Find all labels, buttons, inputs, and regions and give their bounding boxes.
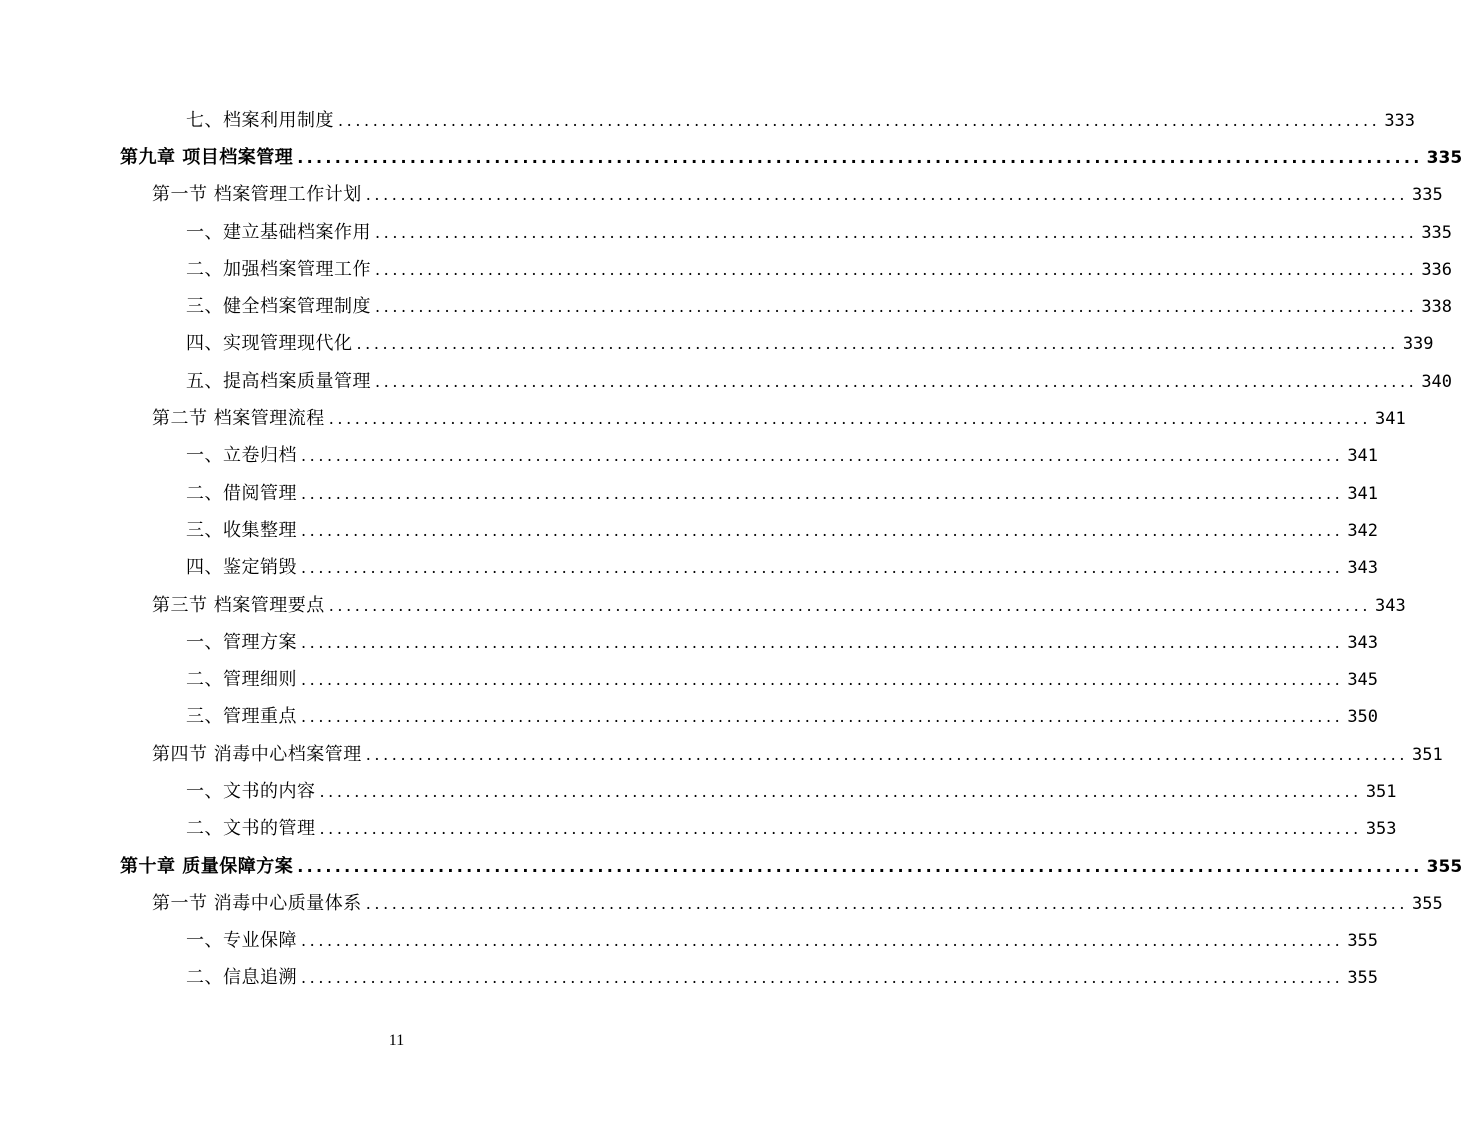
toc-entry-inner	[120, 143, 1462, 169]
toc-entry-title: 二、加强档案管理工作	[186, 258, 371, 280]
toc-leader-dots: ........................................................................................................................	[301, 670, 1344, 690]
toc-entry-inner	[152, 180, 1443, 206]
toc-entry-page: 351	[1365, 781, 1397, 802]
toc-entry-inner	[186, 218, 1453, 244]
toc-leader-dots: ........................................................................................................................	[375, 259, 1418, 279]
toc-entry-title: 第一节 档案管理工作计划	[152, 184, 362, 206]
toc-leader-dots: ........................................................................................................................	[297, 147, 1423, 167]
toc-entry-inner	[152, 740, 1443, 766]
toc-leader-dots: ........................................................................................................................	[328, 409, 1372, 429]
toc-entry-page: 345	[1347, 670, 1379, 691]
toc-entry-page: 335	[1421, 222, 1453, 243]
toc-entry-inner	[152, 404, 1406, 430]
toc-entry-title: 第九章 项目档案管理	[120, 146, 294, 168]
toc-leader-dots: ........................................................................................................................	[375, 371, 1418, 391]
toc-entry-section[interactable]	[0, 175, 1443, 212]
toc-entry-page: 335	[1426, 147, 1462, 168]
toc-leader-dots: ........................................................................................................................	[365, 744, 1409, 764]
toc-entry-title: 二、信息追溯	[186, 967, 297, 989]
toc-entry-inner	[186, 814, 1397, 840]
toc-entry-title: 二、文书的管理	[186, 818, 316, 840]
toc-leader-dots: ........................................................................................................................	[301, 558, 1344, 578]
toc-leader-dots: ........................................................................................................................	[301, 446, 1344, 466]
toc-leader-dots: ........................................................................................................................	[365, 893, 1409, 913]
toc-entry-page: 336	[1421, 259, 1453, 280]
toc-entry-item[interactable]	[0, 324, 1434, 361]
toc-entry-section[interactable]	[0, 398, 1406, 435]
toc-entry-page: 343	[1375, 595, 1406, 616]
toc-entry-item[interactable]	[0, 622, 1379, 659]
toc-entry-page: 355	[1412, 893, 1443, 914]
toc-leader-dots: ........................................................................................................................	[375, 222, 1418, 242]
toc-leader-dots: ........................................................................................................................	[319, 781, 1362, 801]
toc-leader-dots: ........................................................................................................................	[301, 483, 1344, 503]
toc-entry-item[interactable]	[0, 958, 1379, 995]
toc-entry-title: 二、管理细则	[186, 669, 297, 691]
toc-entry-inner	[186, 553, 1379, 579]
toc-leader-dots: ........................................................................................................................	[297, 856, 1423, 876]
toc-entry-page: 342	[1347, 520, 1379, 541]
toc-entry-item[interactable]	[0, 286, 1453, 323]
toc-entry-inner	[186, 963, 1379, 989]
toc-entry-section[interactable]	[0, 585, 1406, 622]
toc-entry-inner	[152, 591, 1406, 617]
toc-entry-title: 五、提高档案质量管理	[186, 370, 371, 392]
toc-entry-page: 338	[1421, 297, 1453, 318]
toc-entry-item[interactable]	[0, 809, 1397, 846]
toc-entry-item[interactable]	[0, 249, 1453, 286]
toc-entry-item[interactable]	[0, 510, 1379, 547]
toc-leader-dots: ........................................................................................................................	[301, 968, 1344, 988]
toc-entry-title: 第四节 消毒中心档案管理	[152, 743, 362, 765]
page-number: 11	[388, 1032, 405, 1049]
toc-leader-dots: ........................................................................................................................	[301, 632, 1344, 652]
toc-entry-inner	[152, 889, 1443, 915]
toc-entry-title: 四、实现管理现代化	[186, 333, 353, 355]
toc-entry-page: 339	[1402, 334, 1434, 355]
toc-entry-inner	[186, 329, 1434, 355]
toc-entry-item[interactable]	[0, 212, 1453, 249]
toc-leader-dots: ........................................................................................................................	[301, 520, 1344, 540]
toc-entry-inner	[186, 926, 1379, 952]
toc-entry-page: 333	[1384, 110, 1416, 131]
toc-entry-title: 第一节 消毒中心质量体系	[152, 892, 362, 914]
toc-entry-inner	[186, 777, 1397, 803]
toc-entry-page: 341	[1347, 483, 1379, 504]
toc-entry-item[interactable]	[0, 659, 1379, 696]
toc-entry-page: 340	[1421, 371, 1453, 392]
toc-entry-section[interactable]	[0, 883, 1443, 920]
toc-entry-page: 355	[1426, 856, 1462, 877]
toc-entry-page: 341	[1375, 409, 1406, 430]
toc-entry-title: 三、健全档案管理制度	[186, 296, 371, 318]
toc-entry-page: 350	[1347, 707, 1379, 728]
toc-entry-inner	[186, 255, 1453, 281]
toc-entry-item[interactable]	[0, 361, 1453, 398]
toc-entry-inner	[186, 628, 1379, 654]
toc-entry-page: 353	[1365, 819, 1397, 840]
toc-entry-title: 一、建立基础档案作用	[186, 221, 371, 243]
toc-leader-dots: ........................................................................................................................	[319, 819, 1362, 839]
toc-entry-chapter[interactable]	[0, 137, 1462, 174]
toc-entry-item[interactable]	[0, 100, 1416, 137]
toc-entry-title: 三、管理重点	[186, 706, 297, 728]
toc-entry-item[interactable]	[0, 473, 1379, 510]
toc-entry-chapter[interactable]	[0, 846, 1462, 883]
toc-entry-page: 355	[1347, 931, 1379, 952]
toc-leader-dots: ........................................................................................................................	[356, 334, 1399, 354]
toc-leader-dots: ........................................................................................................................	[365, 185, 1409, 205]
toc-entry-inner	[186, 665, 1379, 691]
toc-entry-inner	[186, 479, 1379, 505]
toc-entry-inner	[186, 106, 1416, 132]
toc-entry-item[interactable]	[0, 697, 1379, 734]
toc-entry-page: 341	[1347, 446, 1379, 467]
toc-entry-title: 第二节 档案管理流程	[152, 408, 325, 430]
toc-entry-item[interactable]	[0, 771, 1397, 808]
toc-entry-title: 一、文书的内容	[186, 780, 316, 802]
toc-entry-title: 第三节 档案管理要点	[152, 594, 325, 616]
toc-entry-item[interactable]	[0, 436, 1379, 473]
toc-entry-inner	[186, 702, 1379, 728]
toc-leader-dots: ........................................................................................................................	[301, 707, 1344, 727]
toc-entry-title: 一、专业保障	[186, 930, 297, 952]
toc-entry-title: 一、管理方案	[186, 631, 297, 653]
table-of-contents	[0, 100, 1462, 995]
toc-entry-section[interactable]	[0, 734, 1443, 771]
toc-entry-title: 二、借阅管理	[186, 482, 297, 504]
toc-leader-dots: ........................................................................................................................	[301, 931, 1344, 951]
toc-entry-title: 七、档案利用制度	[186, 109, 334, 131]
toc-entry-inner	[120, 852, 1462, 878]
toc-entry-item[interactable]	[0, 921, 1379, 958]
toc-entry-title: 四、鉴定销毁	[186, 557, 297, 579]
toc-entry-inner	[186, 367, 1453, 393]
toc-entry-title: 三、收集整理	[186, 519, 297, 541]
toc-entry-inner	[186, 441, 1379, 467]
toc-entry-inner	[186, 292, 1453, 318]
toc-entry-page: 351	[1412, 744, 1443, 765]
toc-entry-page: 343	[1347, 558, 1379, 579]
toc-entry-inner	[186, 516, 1379, 542]
toc-leader-dots: ........................................................................................................................	[375, 297, 1418, 317]
toc-entry-item[interactable]	[0, 548, 1379, 585]
toc-entry-page: 355	[1347, 968, 1379, 989]
toc-leader-dots: ........................................................................................................................	[328, 595, 1372, 615]
toc-leader-dots: ........................................................................................................................	[338, 110, 1381, 130]
toc-entry-page: 335	[1412, 185, 1443, 206]
toc-entry-page: 343	[1347, 632, 1379, 653]
toc-entry-title: 一、立卷归档	[186, 445, 297, 467]
toc-entry-title: 第十章 质量保障方案	[120, 855, 294, 877]
